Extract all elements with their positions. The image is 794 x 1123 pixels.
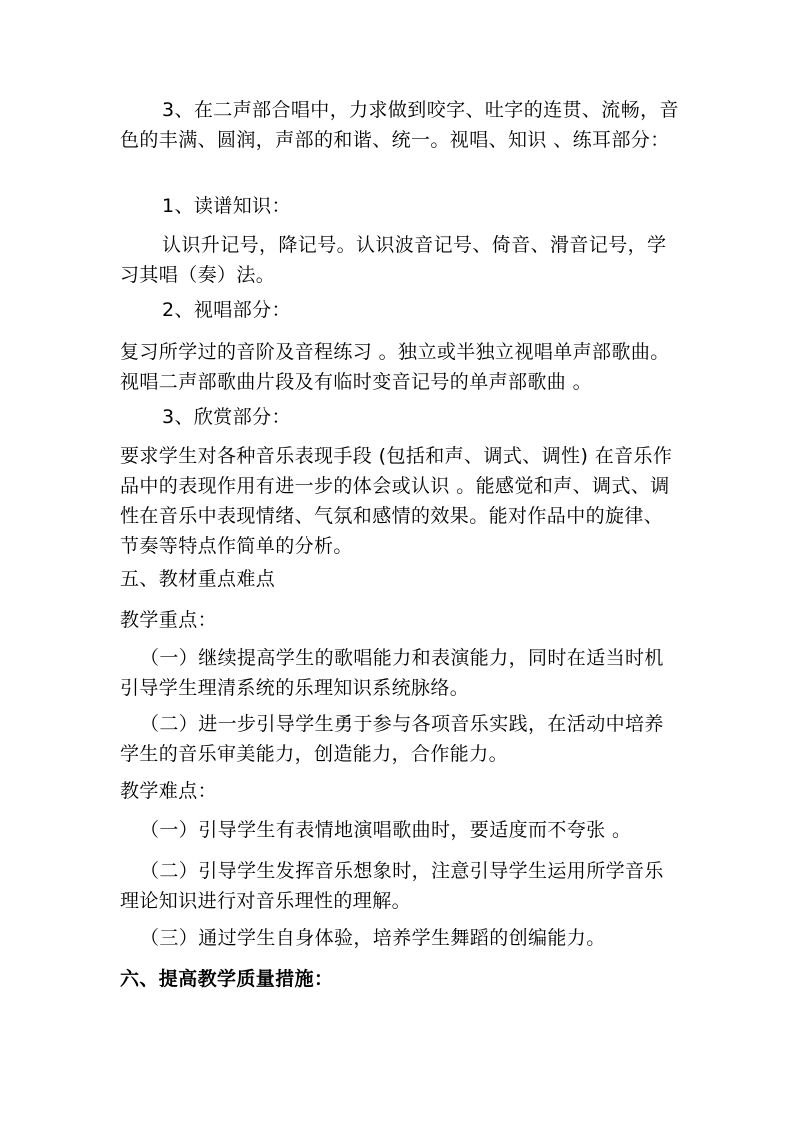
paragraph-reading-notation: 认识升记号，降记号。认识波音记号、倚音、滑音记号，学习其唱（奏）法。 <box>120 234 667 286</box>
heading-appreciation: 3、欣赏部分： <box>162 406 291 428</box>
heading-sight-singing: 2、视唱部分： <box>162 299 291 321</box>
heading-teaching-focus: 教学重点： <box>120 609 218 631</box>
paragraph-focus-two: （二）进一步引导学生勇于参与各项音乐实践，在活动中培养学生的音乐审美能力，创造能力，合作能力。 <box>120 713 664 765</box>
paragraph-sight-singing: 复习所学过的音阶及音程练习 。独立或半独立视唱单声部歌曲。视唱二声部歌曲片段及有临时变音记号的单声部歌曲 。 <box>120 341 670 393</box>
paragraph-appreciation: 要求学生对各种音乐表现手段 (包括和声、调式、调性) 在音乐作品中的表现作用有进一步的体会或认识 。能感觉和声、调式、调性在音乐中表现情绪、气氛和感情的效果。能对作品中的旋律、节奏等特点作简单的分析。 <box>120 445 673 557</box>
heading-key-points: 五、教材重点难点 <box>120 568 276 590</box>
paragraph-difficulty-three: （三）通过学生自身体验，培养学生舞蹈的创编能力。 <box>140 927 606 949</box>
heading-quality-measures: 六、提高教学质量措施： <box>120 968 334 990</box>
paragraph-difficulty-two: （二）引导学生发挥音乐想象时，注意引导学生运用所学音乐理论知识进行对音乐理性的理解。 <box>120 860 664 912</box>
paragraph-difficulty-one: （一）引导学生有表情地演唱歌曲时，要适度而不夸张 。 <box>140 819 632 841</box>
paragraph-focus-one: （一）继续提高学生的歌唱能力和表演能力，同时在适当时机引导学生理清系统的乐理知识系统脉络。 <box>120 647 664 699</box>
heading-teaching-difficulty: 教学难点： <box>120 780 218 802</box>
heading-reading-notation: 1、读谱知识： <box>162 195 291 217</box>
paragraph-choral-goals: 3、在二声部合唱中，力求做到咬字、吐字的连贯、流畅，音色的丰满、圆润，声部的和谐、统一。视唱、知识 、练耳部分： <box>120 99 679 151</box>
